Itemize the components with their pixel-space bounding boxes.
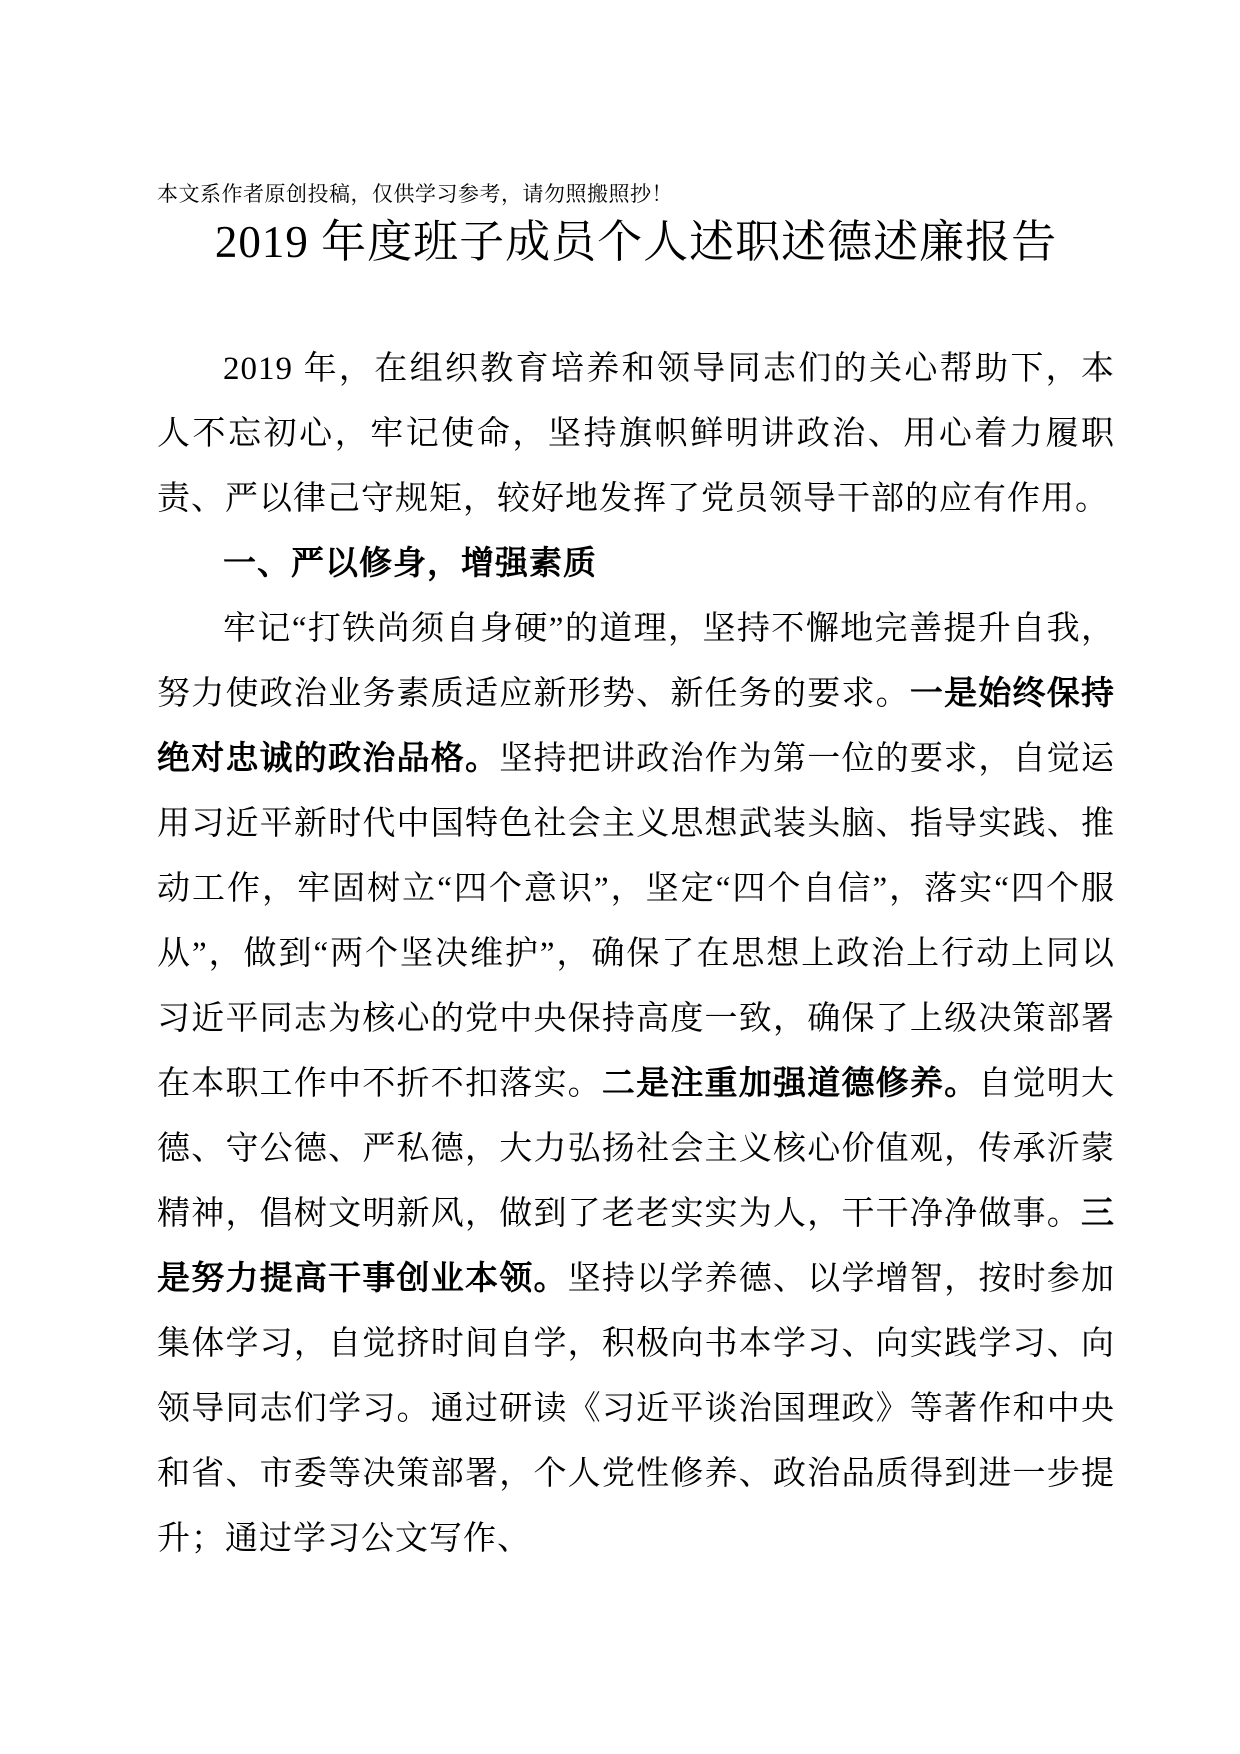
text-run: 坚持把讲政治作为第一位的要求，自觉运用习近平新时代中国特色社会主义思想武装头脑、指导实践、推动工作，牢固树立“四个意识”，坚定“四个自信”，落实“四个服从”，做到“两个坚决维护”，确保了在思想上政治上行动上同以习近平同志为核心的党中央保持高度一致，确保了上级决策部署在本职工作中不折不扣落实。 <box>157 741 1116 1102</box>
section-paragraph <box>157 597 1115 1572</box>
document-title: 2019 年度班子成员个人述职述德述廉报告 <box>214 217 1058 267</box>
intro-paragraph: 2019 年，在组织教育培养和领导同志们的关心帮助下，本人不忘初心，牢记使命，坚持旗帜鲜明讲政治、用心着力履职责、严以律己守规矩，较好地发挥了党员领导干部的应有作用。 <box>157 351 1115 517</box>
text-run: 牢记“打铁尚须自身硬”的道理，坚持不懈地完善提升自我，努力使政治业务素质适应新形势、新任务的要求。 <box>157 611 1115 712</box>
text-run-bold: 一是始终保持绝对忠诚的政治品格。 <box>157 676 1116 777</box>
document-body <box>157 337 1115 1572</box>
text-run-bold: 三是努力提高干事创业本领。 <box>157 1196 1115 1297</box>
text-run-bold: 二是注重加强道德修养。 <box>601 1066 979 1102</box>
section-heading: 一、严以修身，增强素质 <box>223 546 597 582</box>
text-run: 坚持以学养德、以学增智，按时参加集体学习，自觉挤时间自学，积极向书本学习、向实践学习、向领导同志们学习。通过研读《习近平谈治国理政》等著作和中央和省、市委等决策部署，个人党性修养、政治品质得到进一步提升；通过学习公文写作、 <box>157 1261 1116 1557</box>
disclaimer-note: 本文系作者原创投稿，仅供学习参考，请勿照搬照抄！ <box>157 182 673 206</box>
text-run: 自觉明大德、守公德、严私德，大力弘扬社会主义核心价值观，传承沂蒙精神，倡树文明新风，做到了老老实实为人，干干净净做事。 <box>157 1066 1116 1232</box>
